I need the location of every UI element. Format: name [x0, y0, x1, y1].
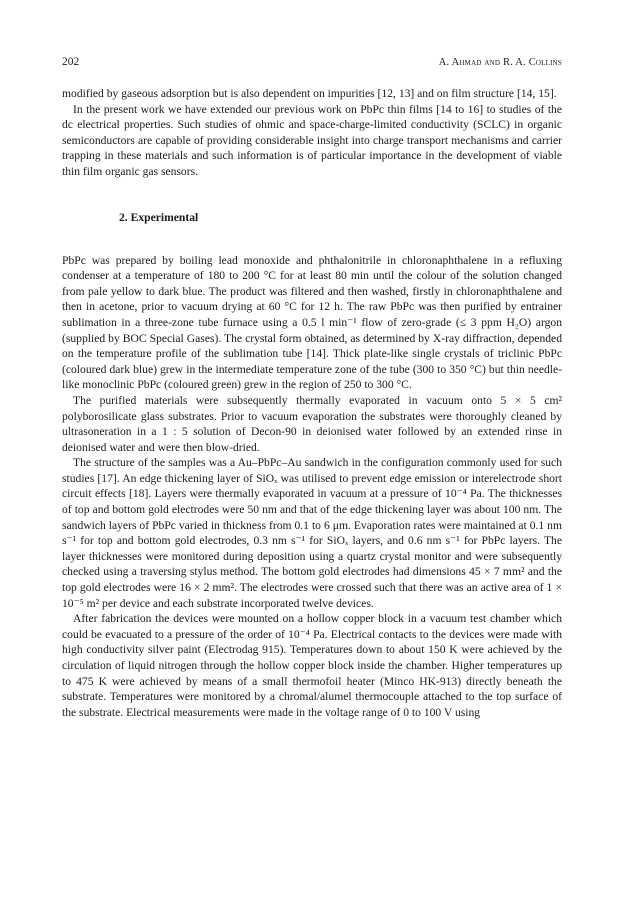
paper-page: [62, 56, 562, 720]
page-number: 202: [62, 56, 80, 68]
paragraph-intro-continued: modified by gaseous adsorption but is also dependent on impurities [12, 13] and on film structure [14, 15].: [62, 87, 557, 100]
paragraph-preparation: PbPc was prepared by boiling lead monoxide and phthalonitrile in chloronaphthalene in a refluxing condenser at a temperature of 180 to 200 °C for at least 80 min until the colour of the solution changed from pale yellow to dark blue. The product was filtered and then washed, firstly in chloronaphthalene and then in acetone, prior to vacuum drying at 60 °C for 12 h. The raw PbPc was then purified by entrainer sublimation in a three-zone tube furnace using a 0.5 l min⁻¹ flow of zero-grade (≤ 3 ppm H₂O) argon (supplied by BOC Special Gases). The crystal form obtained, as determined by X-ray diffraction, depended on the temperature profile of the sublimation tube [14]. Thick plate-like single crystals of triclinic PbPc (coloured dark blue) grew in the intermediate temperature zone of the tube (300 to 350 °C) but thin needle-like monoclinic PbPc (coloured green) grew in the region of 250 to 300 °C.: [62, 253, 562, 392]
paragraph-sample-structure: The structure of the samples was a Au–PbPc–Au sandwich in the configuration commonly used for such studies [17]. An edge thickening layer of SiOₓ was utilised to prevent edge emission or interelectrode short circuit effects [18]. Layers were thermally evaporated in vacuum at a pressure of 10⁻⁴ Pa. The thicknesses of top and bottom gold electrodes were 50 nm and that of the edge thickening layer was about 100 nm. The sandwich layers of PbPc varied in thickness from 0.1 to 6 μm. Evaporation rates were maintained at 0.1 nm s⁻¹ for top and bottom gold electrodes, 0.3 nm s⁻¹ for SiOₓ layers, and 0.6 nm s⁻¹ for PbPc layers. The layer thicknesses were monitored during deposition using a quartz crystal monitor and were subsequently checked using a traversing stylus method. The bottom gold electrodes had dimensions 45 × 7 mm² and the top gold electrodes were 16 × 2 mm². The electrodes were crossed such that there was an active area of 1 × 10⁻⁵ m² per device and each substrate incorporated twelve devices.: [62, 456, 562, 610]
section-heading: 2. Experimental: [119, 210, 199, 224]
running-head: [62, 56, 562, 68]
running-head-authors: A. Ahmad and R. A. Collins: [438, 57, 562, 68]
paragraph-substrates: The purified materials were subsequently thermally evaporated in vacuum onto 5 × 5 cm² polyborosilicate glass substrates. Prior to vacuum evaporation the substrates were thoroughly cleaned by ultrasoneration in a 1 : 5 solution of Decon-90 in deionised water followed by an extended rinse in deionised water and were then blow-dried.: [62, 393, 562, 454]
paragraph-present-work: In the present work we have extended our previous work on PbPc thin films [14 to 16] to studies of the dc electrical properties. Such studies of ohmic and space-charge-limited conductivity (SCLC) in organic semiconductors are capable of providing considerable insight into charge transport mechanisms and carrier trapping in these materials and such information is of particular importance in the development of viable thin film organic gas sensors.: [62, 102, 562, 178]
paragraph-measurement-setup: After fabrication the devices were mounted on a hollow copper block in a vacuum test chamber which could be evacuated to a pressure of the order of 10⁻⁴ Pa. Electrical contacts to the devices were made with high conductivity silver paint (Electrodag 915). Temperatures down to about 150 K were achieved by the circulation of liquid nitrogen through the hollow copper block inside the chamber. Higher temperatures up to 475 K were achieved by means of a small thermofoil heater (Minco HK-913) directly beneath the substrate. Temperatures were monitored by a chromal/alumel thermocouple attached to the top surface of the substrate. Electrical measurements were made in the voltage range of 0 to 100 V using: [62, 612, 562, 719]
